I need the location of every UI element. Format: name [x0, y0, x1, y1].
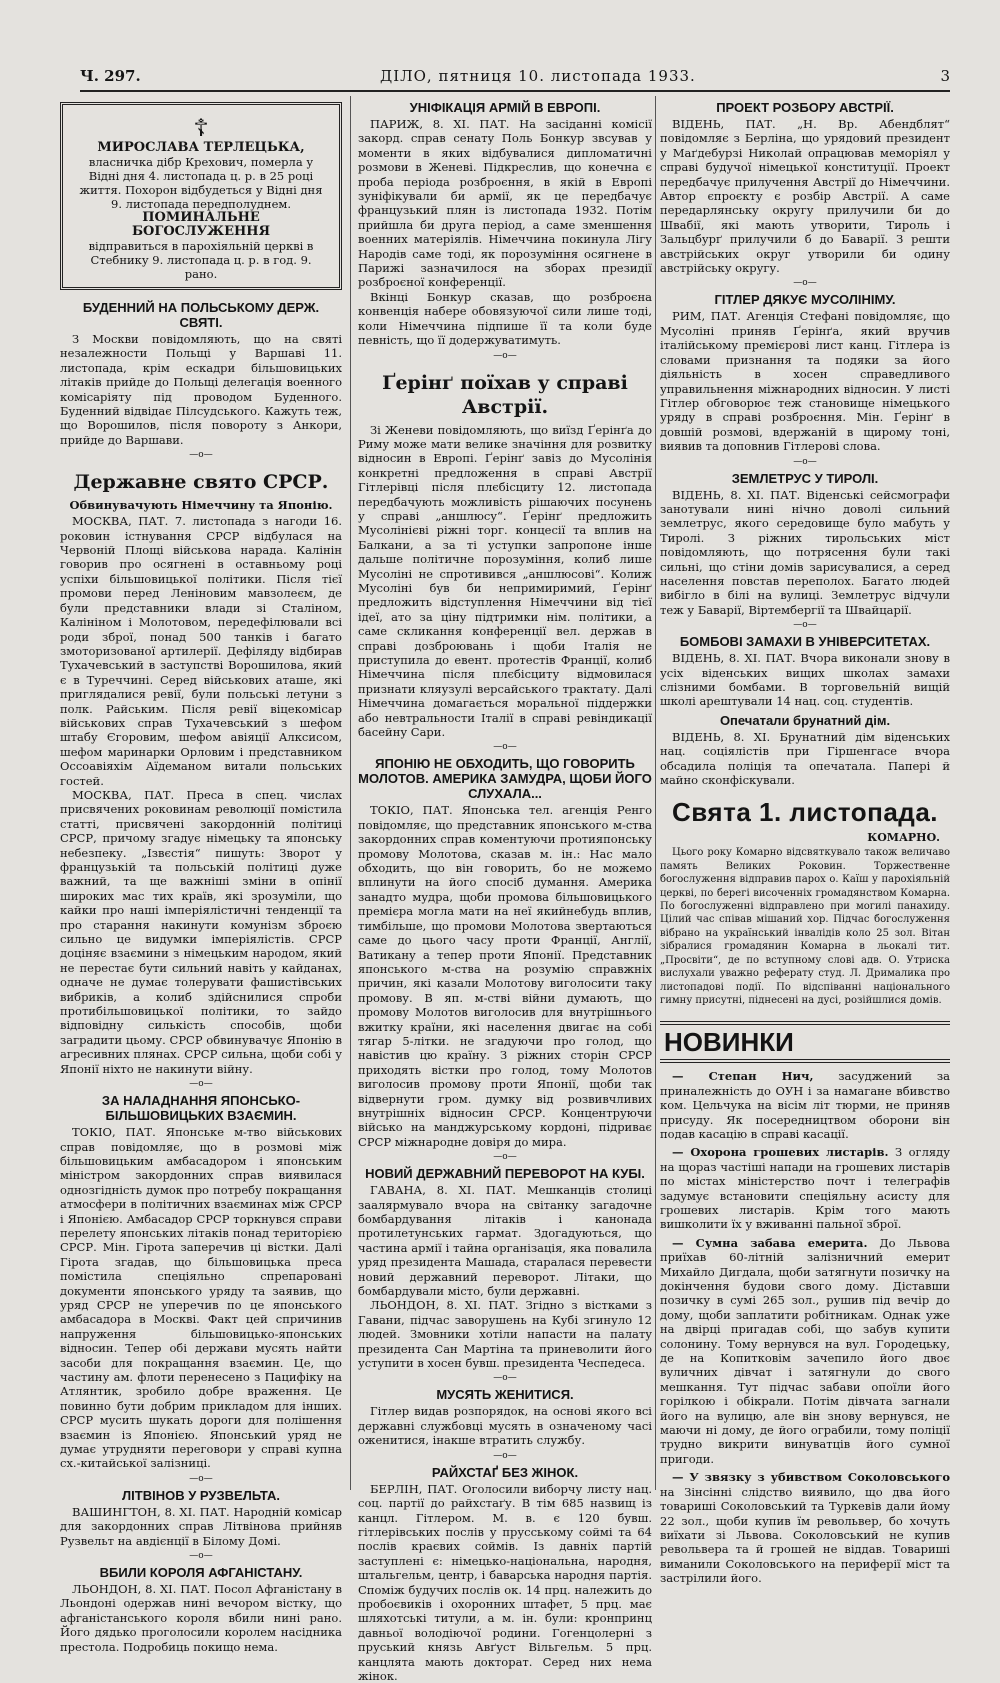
article — [358, 371, 652, 740]
article-headline: ЛІТВІНОВ У РУЗВЕЛЬТА. — [122, 1487, 280, 1503]
separator: —о— — [793, 456, 817, 467]
separator: —о— — [793, 278, 817, 289]
masthead-title: ДІЛО, пятниця 10. листопада 1933. — [380, 67, 696, 85]
article — [358, 1465, 652, 1683]
article-headline: ВБИЛИ КОРОЛЯ АФГАНІСТАНУ. — [99, 1565, 303, 1581]
article-subheadline: Обвинувачують Німеччину та Японію. — [69, 498, 333, 513]
article — [358, 100, 652, 348]
article — [358, 1166, 652, 1370]
article-headline: МУСЯТЬ ЖЕНИТИСЯ. — [436, 1387, 574, 1403]
news-item-lead: — Степан Нич, — [672, 1069, 814, 1084]
article-headline: УНІФІКАЦІЯ АРМІЙ В ЕВРОПІ. — [409, 100, 601, 115]
article — [660, 100, 950, 275]
article-headline: ГІТЛЕР ДЯКУЄ МУСОЛІНІМУ. — [714, 292, 896, 308]
article-text: З Москви повідомляють, що на святі незалежности Польщі у Варшаві 11. листопада, крім ескадри більшовицьких літаків прийде до Польщі делегація военного комісаріяту під проводом Буденного. Буденний відвідає Пілсудського. Кажуть теж, що Ворошилов, після повороту з Анкори, прийде до Варшави. — [60, 332, 342, 447]
column-2 — [358, 96, 652, 1683]
article-text: ВІДЕНЬ, 8. XI. ПАТ. Вчора виконали знову в усіх віденських вищих школах замахи слізними бомбами. В торговельній вищій школі арештували 14 нац. соц. студентів. — [660, 651, 950, 709]
article-headline: РАЙХСТАҐ БЕЗ ЖІНОК. — [431, 1464, 579, 1480]
column-rule — [350, 96, 351, 1490]
article-headline: ЗА НАЛАДНАННЯ ЯПОНСЬКО-БІЛЬШОВИЦЬКИХ ВЗАЄМИН. — [101, 1093, 301, 1124]
article-text: ЛЬОНДОН, 8. XI. ПАТ. Посол Афганістану в Льондоні одержав нині вечором вістку, що афганістанського короля вбили нині рано. Його дядько проголосили королем насідника престола. Подробиць покищо нема. — [60, 1582, 342, 1654]
article-text: ВАШИНГТОН, 8. XI. ПАТ. Народній комісар для закордонних справ Літвінова прийняв Рузвельт на авдієнції в Білому Домі. — [60, 1504, 342, 1548]
article-headline: Опечатали брунатний дім. — [719, 712, 891, 728]
article-text: ГАВАНА, 8. XI. ПАТ. Мешканців столиці заалярмувало вчора на світанку загадочне бомбардування літаків і канонада протилетунських гармат. Здогадуються, що частина армії і тайна організація, яка повалила уряд президента Машада, старалася перевести новий державний переворот. Літаки, що бомбардували місто, були державні. — [358, 1183, 652, 1299]
obituary-text: відправиться в парохіяльній церкві в Стебнику 9. листопада ц. р. в год. 9. рано. — [88, 239, 314, 281]
column-rule — [655, 96, 656, 1490]
article-text: МОСКВА, ПАТ. 7. листопада з нагоди 16. роковин істнування СРСР відбулася на Червоній Площі військова нарада. Калінін говорив про осягнені в оставньому році успіхи більшовицької політики. Після тієї промови перед Леніновим мавзолеєм, де були представники влади зі Сталіном, Калініном і Молотовом, передефілювали всі роди зброї, понад 500 танків і багато змоторизованої артилерії. Дефіляду відбирав Тухачевський в заступстві Ворошилова, який є в Туреччині. Серед військових аташе, які приглядалися ревії, були польські летуни з полк. Райським. Після ревії віцекомісар військових справ Тухачевський з шефом штабу Єгоровим, шефом авіяції Алксисом, шефом маринарки Орловим і представником Оссоавіяхім Аїдеманом витали польських гостей. — [60, 514, 342, 788]
obituary-text: власничка дібр Крехович, померла у Відні дня 4. листопада ц. р. в 25 році життя. Похорон відбудеться у Відні дня 9. листопада передполуднем. — [79, 155, 323, 211]
news-item — [660, 1236, 950, 1467]
news-item-lead: — Сумна забава емерита. — [672, 1235, 868, 1250]
issue-number: Ч. 297. — [80, 67, 141, 85]
news-item — [660, 1470, 950, 1585]
article — [358, 756, 652, 1149]
article-text: ТОКІО, ПАТ. Японське м-тво військових справ повідомляє, що в розмові між більшовицьким амбасадором і японським міністром закордонних справ виявилася однозгідність думок про потребу покращання атмосфери в політичних взаєминах між СРСР і Японією. Амбасадор СРСР торкнувся справи перелету японських літаків понад територією СРСР. Мін. Гірота заперечив ці вістки. Далі Гірота згадав, що більшовицька преса помістила спеціяльно спрепаровані документи японського уряду та заявив, що уряд СРСР не уперечив по це японського амбасадора в Москві. Факт цей спричинив напруження більшовицько-японських відносин. Тепер обі держави мусять найти засоби для покращання взаємин. Це, що частину ам. флоти перенесено з Пацифіку на Атлянтик, зробило добре враження. Це повинно бути добрим прикладом для інших. СРСР мусить шукать дороги для полішення взаємин із Японією. Японський уряд не думає утрудняти переговори у справі купна сх.-китайської залізниці. — [60, 1125, 342, 1471]
article — [660, 292, 950, 453]
article — [660, 634, 950, 709]
page-number: 3 — [940, 67, 950, 85]
column-3 — [660, 96, 951, 1586]
article — [60, 1093, 342, 1471]
article-headline: ЗЕМЛЕТРУС У ТИРОЛІ. — [731, 470, 879, 486]
article-headline: БОМБОВІ ЗАМАХИ В УНІВЕРСИТЕТАХ. — [679, 634, 931, 650]
article — [60, 1488, 342, 1548]
obituary-box — [60, 102, 342, 290]
separator: —о— — [493, 1152, 517, 1163]
article-headline: БУДЕННИЙ НА ПОЛЬСЬКОМУ ДЕРЖ. СВЯТІ. — [82, 300, 320, 330]
news-item-lead: — У звязку з убивством Соколовського — [672, 1470, 950, 1485]
article-headline: ЯПОНІЮ НЕ ОБХОДИТЬ, ЩО ГОВОРИТЬ МОЛОТОВ. АМЕРИКА ЗАМУДРА, ЩОБИ ЙОГО СЛУХАЛА... — [358, 756, 652, 802]
separator: —о— — [493, 742, 517, 753]
article-text: ПАРИЖ, 8. XI. ПАТ. На засіданні комісії закорд. справ сенату Поль Бонкур звсував у моменти в яких відбувалися дипломатичні розмови в Женеві. Підкреслив, що конечна є проба періода розброєння, в якій в Европі зуніфікували би армії, як це передбачує французький плян із листопада 1932. Потім прийшла би друга період, а саме зменшення военних матеріялів. Німеччина покинула Лігу Народів саме тоді, як порозуміння осягнене в Парижі зазначилося на зборах президії розброєної конференції. — [358, 117, 652, 290]
separator: —о— — [493, 350, 517, 361]
news-item — [660, 1069, 950, 1141]
article-headline: Свята 1. листопада. — [672, 797, 938, 828]
obituary-heading: ПОМИНАЛЬНЕ БОГОСЛУЖЕННЯ — [131, 210, 271, 239]
news-item-text: З огляду на щораз частіші напади на грошевих листарів по містах міністерство почт і телеграфів задумує встановити спеціяльну асисту для грошевих листарів. Крім того мають вишколити їх у вживанні пальної зброї. — [660, 1145, 950, 1232]
news-item — [660, 1145, 950, 1231]
article-text: БЕРЛІН, ПАТ. Оголосили виборчу листу нац. соц. партії до райхстаґу. В тім 685 назвищ із канцл. Гітлером. М. в. є 120 бувш. гітлерівських послів у прусському соймі та 64 послів краєвих соймів. Із давніх партій заступлені є: німецько-національна, народня, штальгельм, центр, і баварська народня партія. Споміж будучих послів ок. 14 прц. належить до пробоєвиків і охоронних штафет, 5 прц. має шляхотські титули, а м. ін. були: кронпринц давньої володіючої родини. Гогенцолерні з пруський князь Авґуст Вільгельм. 5 прц. канцлята мають докторат. Серед них нема жінок. — [358, 1481, 652, 1683]
news-item-text: засуджений за приналежність до ОУН і за намагане вбивство ком. Цельчука на вісім літ тюрми, не приняв присуду. Як посередництвом оборони він подав касацію в справі касації. — [660, 1069, 950, 1141]
news-item-text: До Львова приїхав 60-літній залізничний емерит Михайло Дигдала, щоби затягнути позичку на докінчення будови свого дому. Діставши позичку в сумі 265 зол., рушив під вечір до дому, щоби заплатити робітникам. Однак уже на двірці пригадав собі, що забув купити солонину. Тому вернувся на вул. Городецьку, де на Копитковім зачепило його двоє вуличних дівчат і затягнули до свого мешкання. Тут підчас забави опоїли його горілкою і обікрали. Потім дівчата загнали його на вулицю, але він знову вернувся, не маючи ні дому, де його ограбили, тому поліції трудно викрити винуватців його сумної пригоди. — [660, 1235, 951, 1466]
article-headline: ПРОЕКТ РОЗБОРУ АВСТРІЇ. — [716, 100, 894, 115]
article-text: РИМ, ПАТ. Агенція Стефані повідомляє, що Мусоліні приняв Ґерінґа, який вручив італійському премієрові лист канц. Гітлера із словами признання та подяки за його діяльність в хосен справедливого управильнення міжнародних відносин. У листі Гітлер обговорює теж становище німецького уряду в справі розброєння. Мін. Ґерінґ в довшій розмові, вдержаній в щирому тоні, виявив та доповнив Гітлерові слова. — [660, 309, 950, 454]
news-item-lead: — Охорона грошевих листарів. — [672, 1145, 889, 1160]
column-1 — [60, 96, 342, 1654]
dateline-place: КОМАРНО. — [867, 831, 940, 845]
separator: —о— — [189, 1079, 213, 1090]
article — [60, 1565, 342, 1654]
article-headline: Ґерінґ поїхав у справі Австрії. — [382, 371, 628, 418]
article — [660, 713, 950, 788]
obituary-name: МИРОСЛАВА ТЕРЛЕЦЬКА, — [97, 140, 305, 155]
separator: —о— — [493, 1450, 517, 1461]
separator: —о— — [189, 1551, 213, 1562]
article-text: ВІДЕНЬ, ПАТ. „Н. Вр. Абендблят“ повідомляє з Берліна, що урядовий президент у Маґдебурзі Николай опрацював меморіял у справі будучої німецької конституції. Проект передбачує прилучення Австрії до Німеччини. Автор єпроєкту є розбір Австрії. А саме передарлянську округу прилучили би до Швабії, які мають утворити, Тироль і Зальцбурґ прилучили б до Баварії. З решти австрійських округ утворили би одину австрійську округу. — [660, 117, 950, 276]
article-text: ВІДЕНЬ, 8. XI. ПАТ. Віденські сейсмографи занотували нині нічно доволі сильний землетрус, якого середовище було мабуть у Тиролі. З ріжних тирольських міст повідомляють, що потрясення були такі сильні, що стіни домів зарисувалися, а серед населення повстав переполох. Багато людей вибігло в білі на вулиці. Землетрус відчули теж у Баварії, Віртембергії та Швайцарії. — [660, 487, 950, 617]
article-text: Вкінці Бонкур сказав, що розброєна конвенція набере обовязуючої сили лише тоді, коли Німеччина підпише її та коли буде певність, що її додержуватимуть. — [358, 289, 652, 348]
article-text: ТОКІО, ПАТ. Японська тел. агенція Ренго повідомляє, що представник японського м-ства закордонних справ коментуючи протияпонську промову Молотова, сказав м. ін.: Нас мало обходить, що він говорить, бо не можемо вплинути на його спосіб думання. Америка занадто мудра, щоби промова більшовицького премієра могла мати на неї якийнебудь вплив, тимбільше, що промови Молотова звертаються саме до цього часу проти Франції, Англії, Ватикану а тепер проти Японії. Представник японського м-ства на розумію справжніх причин, які казали Молотову виголосити таку промову. В яп. м-стві війни думають, що промову Молотов виголосив для внутрішнього вжитку країни, які населення двигає на собі тягар 5-літки. не згадуючи про голод, що навістив цю країну. З ріжних сторін СРСР приходять вістки про голод, тому Молотов виголосив промову проти Японії, щоби так відвернути гром. думку від розвивчливих внутрішніх відносин СРСР. Концентруючи військо на манджурському кордоні, підриває СРСР міжнародне довіря до мира. — [358, 803, 652, 1149]
article — [60, 470, 342, 1076]
separator: —о— — [189, 450, 213, 461]
article-text: ВІДЕНЬ, 8. XI. Брунатний дім віденських нац. соціялістів при Гіршенгасе вчора обсадила поліція та опечатала. Папері й майно сконфіскували. — [660, 729, 950, 788]
article-text: Гітлер видав розпорядок, на основі якого всі державні службовці мусять в означеному часі оженитися, інакше втратить службу. — [358, 1404, 652, 1448]
article-text: Цього року Комарно відсвяткувало також величаво память Великих Роковин. Торжественне богослуження відправив парох о. Каїш у парохіяльній церкві, по берегі височенніх громадянством Комарна. По богослуженні відправлено при могилі панахиду. Цілий час співав мішаний хор. Підчас богослуження вібрано на український інвалідів коло 25 зол. Вітан зібралися громадянин Комарна в льокалі тит. „Просвіти“, де по вступному слові адв. О. Утриска вислухали уважно реферату студ. Л. Дрималика про листопадові події. По відспіванні національного гимну присутні, піднесені на дусі, розійшлися домів. — [660, 847, 950, 1006]
news-item-text: на Зінсінні слідство виявило, що два його товариші Соколовський та Туркевів дали йому 22 зол., щоби купив їм револьвер, бо хочуть виїхати зі Львова. Соколовський не купив револьвера та й грошей не віддав. Товариші виманили Соколовського на периферії міст та застрілили його. — [660, 1484, 950, 1586]
article — [358, 1387, 652, 1447]
section-heading-news: НОВИНКИ — [660, 1021, 950, 1063]
separator: —о— — [493, 1373, 517, 1384]
article-text: Зі Женеви повідомляють, що виїзд Ґерінґа до Риму може мати велике значіння для розвитку відносин в Европі. Ґерінґ завіз до Мусолінія конкретні предложення в справі Австрії Гітлерівці після плєбісциту 12. листопада передбачують можливість рішаючих посунень у справі „аншлюсу“. Ґерінґ предложить Мусолінієві ріжні торг. концесії та вплив на Балкани, а за ті уступки запропоне інше дальше політичне порозуміння, колиб лише Мусоліні не спротивився „аншлюсові“. Колиж Мусоліні був би непримиримий, Ґерінґ предложить відступлення Німеччини від тієї ідеї, ато за ціну підтримки нім. політики, а саме скликання конференції вел. держав в справі дозброювань і щоби Італія не приступила до евент. протестів Франції, колиб Німеччина після плєбісциту відмовилася признати кляузулі версайського трактату. Далі Німеччина домагається моральної піддержки або невтральности Італії в справі ревіндикації басейну Сари. — [358, 422, 652, 740]
separator: —о— — [189, 1473, 213, 1484]
article-text: ЛЬОНДОН, 8. XI. ПАТ. Згідно з вістками з Гавани, підчас заворушень на Кубі згинуло 12 людей. Змовники хотіли напасти на палату президента Сан Мартіна та приневолити його уступити в хосен бувш. президента Чеспедеса. — [358, 1298, 652, 1371]
article-headline: НОВИЙ ДЕРЖАВНИЙ ПЕРЕВОРОТ НА КУБІ. — [365, 1166, 645, 1182]
separator: —о— — [793, 620, 817, 631]
article-headline: Державне свято СРСР. — [73, 471, 329, 494]
article-text: МОСКВА, ПАТ. Преса в спец. числах присвячених роковинам революції помістила статті, присвячені закордонній політиці СРСР, причому згадує німецьку та японську небезпеку. „Ізвєстія“ пишуть: Зворот у французькій та польській політиці дуже важний, та ще важніші зміни в опінії широких мас тих країв, які зрозуміли, що кайки про наші імперіялістичні тенденції та про старання накинути комунізм зброєю сильно це видумки імперіялістів. СРСР доціняє взаємини з німецьким народом, який не перестає бути сильний навіть у кайданах, одначе не думає толерувати фашистівських вибриків, а колиб здійснилися спроби протибільшовицької політики, то зайдо відповідну силькість способів, щоби заградити цьому. СРСР обвинувачує Японію в агресивних плянах. СРСР сильна, щоби собі у Японії ніхто не накинути війну. — [60, 787, 342, 1076]
masthead — [80, 64, 950, 92]
article — [60, 300, 342, 447]
article — [660, 797, 950, 1007]
cross-icon: ☦ — [193, 114, 209, 142]
article — [660, 471, 950, 618]
